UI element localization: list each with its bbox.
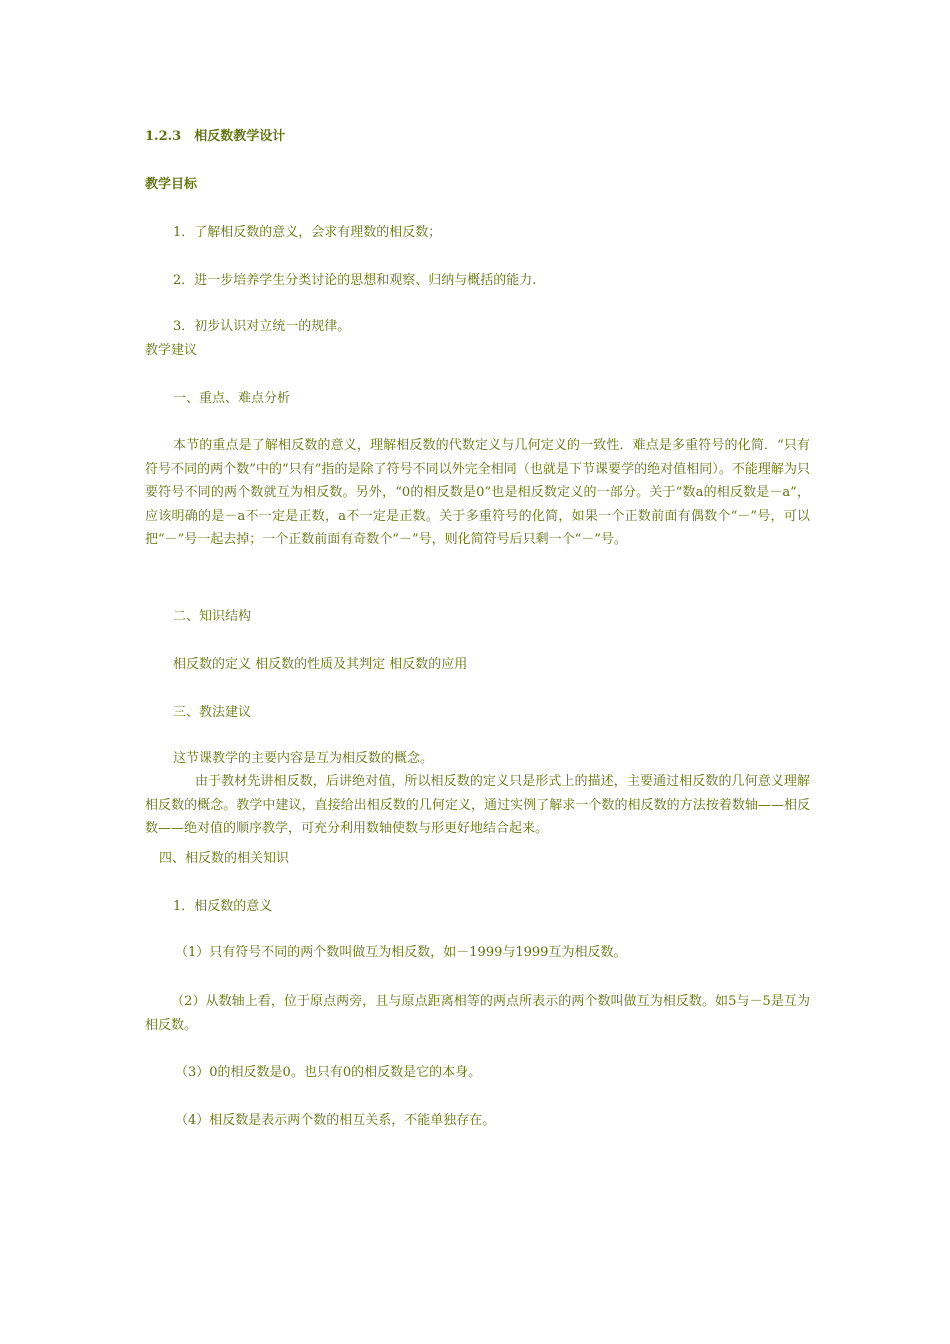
objectives-heading: 教学目标 — [145, 177, 198, 192]
objective-item-1: 1．了解相反数的意义，会求有理数的相反数； — [173, 225, 442, 240]
objective-item-2: 2．进一步培养学生分类讨论的思想和观察、归纳与概括的能力. — [173, 273, 537, 288]
section1-paragraph: 本节的重点是了解相反数的意义，理解相反数的代数定义与几何定义的一致性．难点是多重符号的化简．“只有符号不同的两个数”中的“只有”指的是除了符号不同以外完全相同（也就是下节课要学的绝对值相同）。不能理解为只要符号不同的两个数就互为相反数。另外，“0的相反数是0”也是相反数定义的一部分。关于“数a的相反数是－a”，应该明确的是－a不一定是正数，a不一定是正数。关于多重符号的化简，如果一个正数前面有偶数个“－”号，可以把“－”号一起去掉；一个正数前面有奇数个“－”号，则化简符号后只剩一个“－”号。 — [145, 438, 810, 548]
section4-point2 — [145, 990, 810, 1037]
section4-heading: 四、相反数的相关知识 — [159, 851, 290, 866]
knowledge-structure: 相反数的定义 相反数的性质及其判定 相反数的应用 — [173, 657, 468, 672]
section4-point2-text: （2）从数轴上看，位于原点两旁，且与原点距离相等的两点所表示的两个数叫做互为相反数。如5与－5是互为相反数。 — [145, 994, 810, 1033]
section4-point4: （4）相反数是表示两个数的相互关系，不能单独存在。 — [175, 1113, 496, 1128]
document-title: 1.2.3 相反数教学设计 — [145, 129, 286, 144]
section4-point3: （3）0的相反数是0。也只有0的相反数是它的本身。 — [175, 1065, 482, 1080]
section3-paragraph: 由于教材先讲相反数，后讲绝对值，所以相反数的定义只是形式上的描述，主要通过相反数的几何意义理解相反数的概念。教学中建议，直接给出相反数的几何定义，通过实例了解求一个数的相反数的方法按着数轴——相反数——绝对值的顺序教学，可充分利用数轴使数与形更好地结合起来。 — [145, 774, 810, 837]
section4-sub1: 1．相反数的意义 — [173, 899, 273, 914]
section2-heading: 二、知识结构 — [173, 609, 252, 624]
objective-item-3: 3．初步认识对立统一的规律。 — [173, 319, 351, 334]
section1-heading: 一、重点、难点分析 — [173, 391, 291, 406]
section3-intro: 这节课教学的主要内容是互为相反数的概念。 — [173, 751, 434, 766]
suggestions-heading: 教学建议 — [145, 343, 198, 358]
section4-point1: （1）只有符号不同的两个数叫做互为相反数，如－1999与1999互为相反数。 — [175, 945, 627, 960]
section3-heading: 三、教法建议 — [173, 705, 252, 720]
